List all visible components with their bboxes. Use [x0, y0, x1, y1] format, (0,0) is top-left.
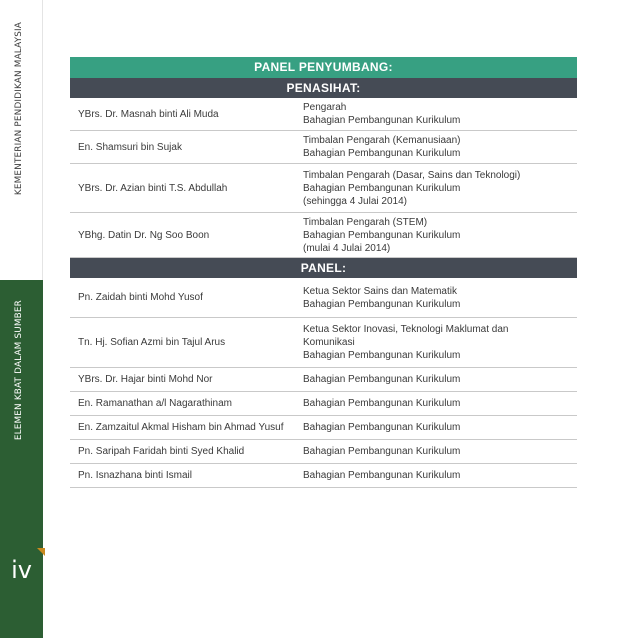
member-name: YBrs. Dr. Masnah binti Ali Muda	[78, 108, 219, 120]
table-sections	[70, 78, 577, 488]
member-position	[295, 213, 577, 257]
table-title: PANEL PENYUMBANG:	[70, 57, 577, 78]
table-row	[70, 318, 577, 368]
member-position	[295, 318, 577, 367]
position-line: Timbalan Pengarah (STEM)	[303, 216, 428, 228]
position-line: Bahagian Pembangunan Kurikulum	[303, 470, 461, 481]
position-line: Pengarah	[303, 102, 347, 113]
member-position	[295, 392, 577, 415]
position-line: Bahagian Pembangunan Kurikulum	[303, 350, 461, 361]
contributors-table	[70, 57, 577, 488]
member-name: YBrs. Dr. Hajar binti Mohd Nor	[78, 374, 213, 385]
position-line: Bahagian Pembangunan Kurikulum	[303, 374, 461, 385]
member-name: En. Ramanathan a/l Nagarathinam	[78, 398, 232, 409]
position-line: Bahagian Pembangunan Kurikulum	[303, 298, 461, 310]
position-line: Bahagian Pembangunan Kurikulum	[303, 398, 461, 409]
member-name: Tn. Hj. Sofian Azmi bin Tajul Arus	[78, 337, 226, 348]
position-line: Komunikasi	[303, 337, 355, 348]
sidebar-bottom-label-wrap	[14, 300, 30, 500]
position-line: Bahagian Pembangunan Kurikulum	[303, 422, 461, 433]
member-position	[295, 131, 577, 163]
member-name: En. Zamzaitul Akmal Hisham bin Ahmad Yusuf	[78, 422, 284, 433]
table-row	[70, 278, 577, 318]
member-position	[295, 440, 577, 463]
table-row	[70, 213, 577, 258]
position-line: Timbalan Pengarah (Kemanusiaan)	[303, 135, 461, 146]
table-row	[70, 440, 577, 464]
table-row	[70, 164, 577, 213]
page-tab-corner	[37, 548, 45, 556]
member-position	[295, 98, 577, 130]
position-line: (mulai 4 Julai 2014)	[303, 242, 391, 254]
table-row	[70, 464, 577, 488]
position-line: Ketua Sektor Inovasi, Teknologi Maklumat dan	[303, 324, 509, 335]
member-name: Pn. Isnazhana binti Ismail	[78, 470, 192, 481]
member-name: YBrs. Dr. Azian binti T.S. Abdullah	[78, 182, 228, 194]
sidebar-top-label-wrap	[14, 22, 30, 262]
member-name: En. Shamsuri bin Sujak	[78, 141, 182, 153]
member-name: Pn. Saripah Faridah binti Syed Khalid	[78, 446, 245, 457]
position-line: Bahagian Pembangunan Kurikulum	[303, 446, 461, 457]
table-row	[70, 416, 577, 440]
page-number: iv	[11, 556, 32, 584]
position-line: Ketua Sektor Sains dan Matematik	[303, 285, 457, 297]
position-line: Timbalan Pengarah (Dasar, Sains dan Teknologi)	[303, 169, 521, 181]
position-line: Bahagian Pembangunan Kurikulum	[303, 148, 461, 159]
member-name: YBhg. Datin Dr. Ng Soo Boon	[78, 229, 210, 241]
table-row	[70, 392, 577, 416]
member-position	[295, 278, 577, 317]
position-line: Bahagian Pembangunan Kurikulum	[303, 182, 461, 194]
section-header: PENASIHAT:	[70, 78, 577, 98]
section-header: PANEL:	[70, 258, 577, 278]
member-position	[295, 416, 577, 439]
position-line: Bahagian Pembangunan Kurikulum	[303, 229, 461, 241]
member-position	[295, 368, 577, 391]
member-position	[295, 164, 577, 212]
member-position	[295, 464, 577, 487]
position-line: Bahagian Pembangunan Kurikulum	[303, 115, 461, 126]
table-row	[70, 368, 577, 392]
ministry-label: KEMENTERIAN PENDIDIKAN MALAYSIA	[14, 22, 24, 196]
book-title-label: ELEMEN KBAT DALAM SUMBER	[14, 300, 24, 441]
member-name: Pn. Zaidah binti Mohd Yusof	[78, 292, 203, 303]
table-row	[70, 98, 577, 131]
position-line: (sehingga 4 Julai 2014)	[303, 195, 407, 207]
table-row	[70, 131, 577, 164]
